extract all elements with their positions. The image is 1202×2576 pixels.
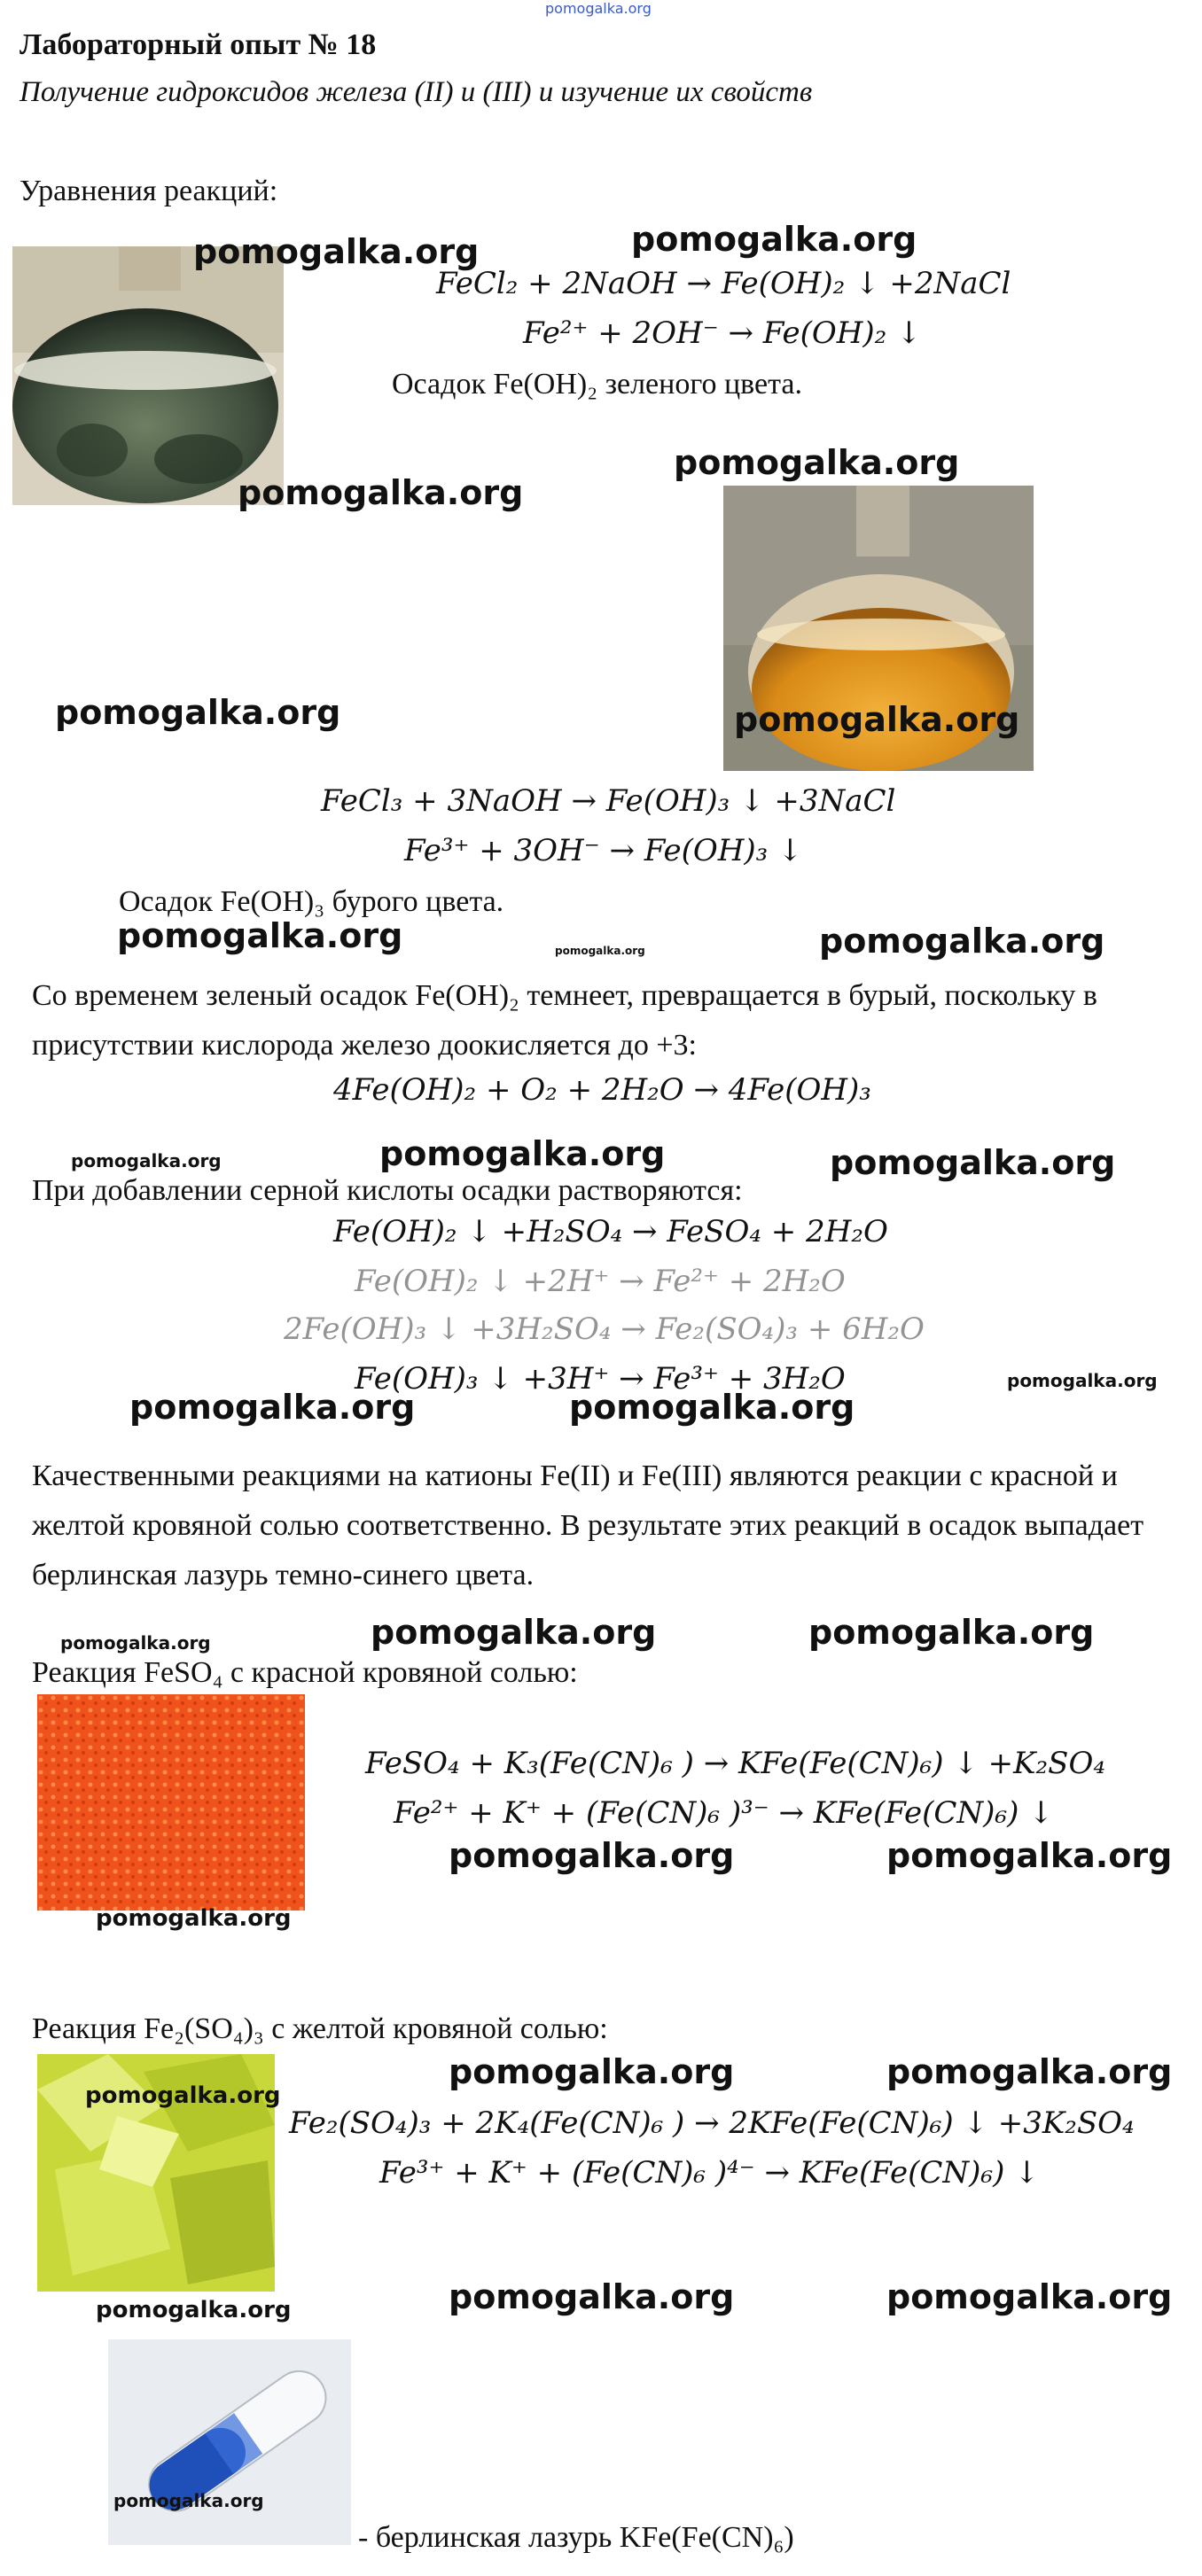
equation-5: 4Fe(OH)₂ + O₂ + 2H₂O → 4Fe(OH)₃ — [333, 1072, 871, 1108]
watermark: pomogalka.org — [96, 2297, 292, 2323]
equation-9: Fe(OH)₃ ↓ +3H⁺ → Fe³⁺ + 3H₂O — [355, 1361, 846, 1397]
watermark: pomogalka.org — [555, 945, 645, 957]
equation-6: Fe(OH)₂ ↓ +H₂SO₄ → FeSO₄ + 2H₂O — [333, 1214, 888, 1249]
watermark: pomogalka.org — [830, 1143, 1116, 1182]
watermark: pomogalka.org — [886, 2277, 1173, 2316]
page-title: Лабораторный опыт № 18 — [20, 28, 377, 61]
watermark: pomogalka.org — [113, 2490, 264, 2511]
final-caption-text: - берлинская лазурь KFe(Fe(CN)₆) — [358, 2521, 794, 2554]
paragraph-acid: При добавлении серной кислоты осадки растворяются: — [32, 1174, 743, 1207]
flask-green-photo — [12, 246, 284, 505]
page-subtitle: Получение гидроксидов железа (II) и (III) и изучение их свойств — [20, 76, 813, 108]
equation-10: FeSO₄ + K₃(Fe(CN)₆ ) → KFe(Fe(CN)₆) ↓ +K₂SO₄ — [365, 1746, 1105, 1781]
paragraph-oxidation: Со временем зеленый осадок Fe(OH)₂ темнеет, превращается в бурый, поскольку в присутствии кислорода железо доокисляется до +3: — [32, 979, 1097, 1062]
watermark: pomogalka.org — [449, 2277, 735, 2316]
watermark: pomogalka.org — [449, 1836, 735, 1875]
site-link[interactable]: pomogalka.org — [545, 0, 652, 17]
watermark: pomogalka.org — [808, 1613, 1095, 1652]
equation-13: Fe³⁺ + K⁺ + (Fe(CN)₆ )⁴⁻ → KFe(Fe(CN)₆) ↓ — [379, 2155, 1040, 2191]
watermark: pomogalka.org — [734, 700, 1020, 739]
watermark: pomogalka.org — [85, 2082, 281, 2109]
equation-4: Fe³⁺ + 3OH⁻ → Fe(OH)₃ ↓ — [404, 833, 803, 868]
watermark: pomogalka.org — [886, 1836, 1173, 1875]
watermark: pomogalka.org — [674, 443, 960, 482]
equation-1: FeCl₂ + 2NaOH → Fe(OH)₂ ↓ +2NaCl — [436, 266, 1011, 301]
watermark: pomogalka.org — [819, 922, 1105, 961]
equation-7: Fe(OH)₂ ↓ +2H⁺ → Fe²⁺ + 2H₂O — [355, 1264, 846, 1299]
equation-8: 2Fe(OH)₃ ↓ +3H₂SO₄ → Fe₂(SO₄)₃ + 6H₂O — [284, 1311, 925, 1347]
equation-3: FeCl₃ + 3NaOH → Fe(OH)₃ ↓ +3NaCl — [321, 783, 896, 819]
reaction-2-label: Реакция Fe₂(SO₄)₃ с желтой кровяной солью: — [32, 2012, 608, 2045]
watermark: pomogalka.org — [129, 1388, 416, 1427]
watermark: pomogalka.org — [886, 2052, 1173, 2091]
watermark: pomogalka.org — [193, 232, 480, 271]
equation-12: Fe₂(SO₄)₃ + 2K₄(Fe(CN)₆ ) → 2KFe(Fe(CN)₆) ↓ +3K₂SO₄ — [289, 2105, 1135, 2141]
equation-11: Fe²⁺ + K⁺ + (Fe(CN)₆ )³⁻ → KFe(Fe(CN)₆) ↓ — [394, 1795, 1054, 1831]
equation-2: Fe²⁺ + 2OH⁻ → Fe(OH)₂ ↓ — [523, 315, 922, 351]
red-salt-photo — [37, 1694, 305, 1911]
watermark: pomogalka.org — [449, 2052, 735, 2091]
watermark: pomogalka.org — [371, 1613, 657, 1652]
watermark: pomogalka.org — [55, 693, 341, 732]
watermark: pomogalka.org — [60, 1632, 211, 1654]
note-green-precipitate: Осадок Fe(OH)₂ зеленого цвета. — [392, 368, 802, 401]
watermark: pomogalka.org — [569, 1388, 855, 1427]
watermark: pomogalka.org — [1007, 1370, 1158, 1391]
equations-label: Уравнения реакций: — [20, 175, 278, 207]
watermark: pomogalka.org — [96, 1905, 292, 1932]
final-caption — [358, 2513, 794, 2563]
reaction-1-label: Реакция FeSO₄ с красной кровяной солью: — [32, 1656, 578, 1689]
paragraph-qualitative: Качественными реакциями на катионы Fe(II) и Fe(III) являются реакции с красной и желтой кровяной солью соответственно. В результате этих реакций в осадок выпадает берлинская лазурь темно-синего цвета. — [32, 1459, 1144, 1592]
watermark: pomogalka.org — [631, 220, 917, 259]
watermark: pomogalka.org — [71, 1150, 222, 1171]
watermark: pomogalka.org — [238, 473, 524, 512]
watermark: pomogalka.org — [379, 1134, 666, 1173]
note-brown-precipitate: Осадок Fe(OH)₃ бурого цвета. — [119, 885, 504, 918]
watermark: pomogalka.org — [117, 916, 403, 955]
test-tube-photo — [108, 2339, 351, 2545]
